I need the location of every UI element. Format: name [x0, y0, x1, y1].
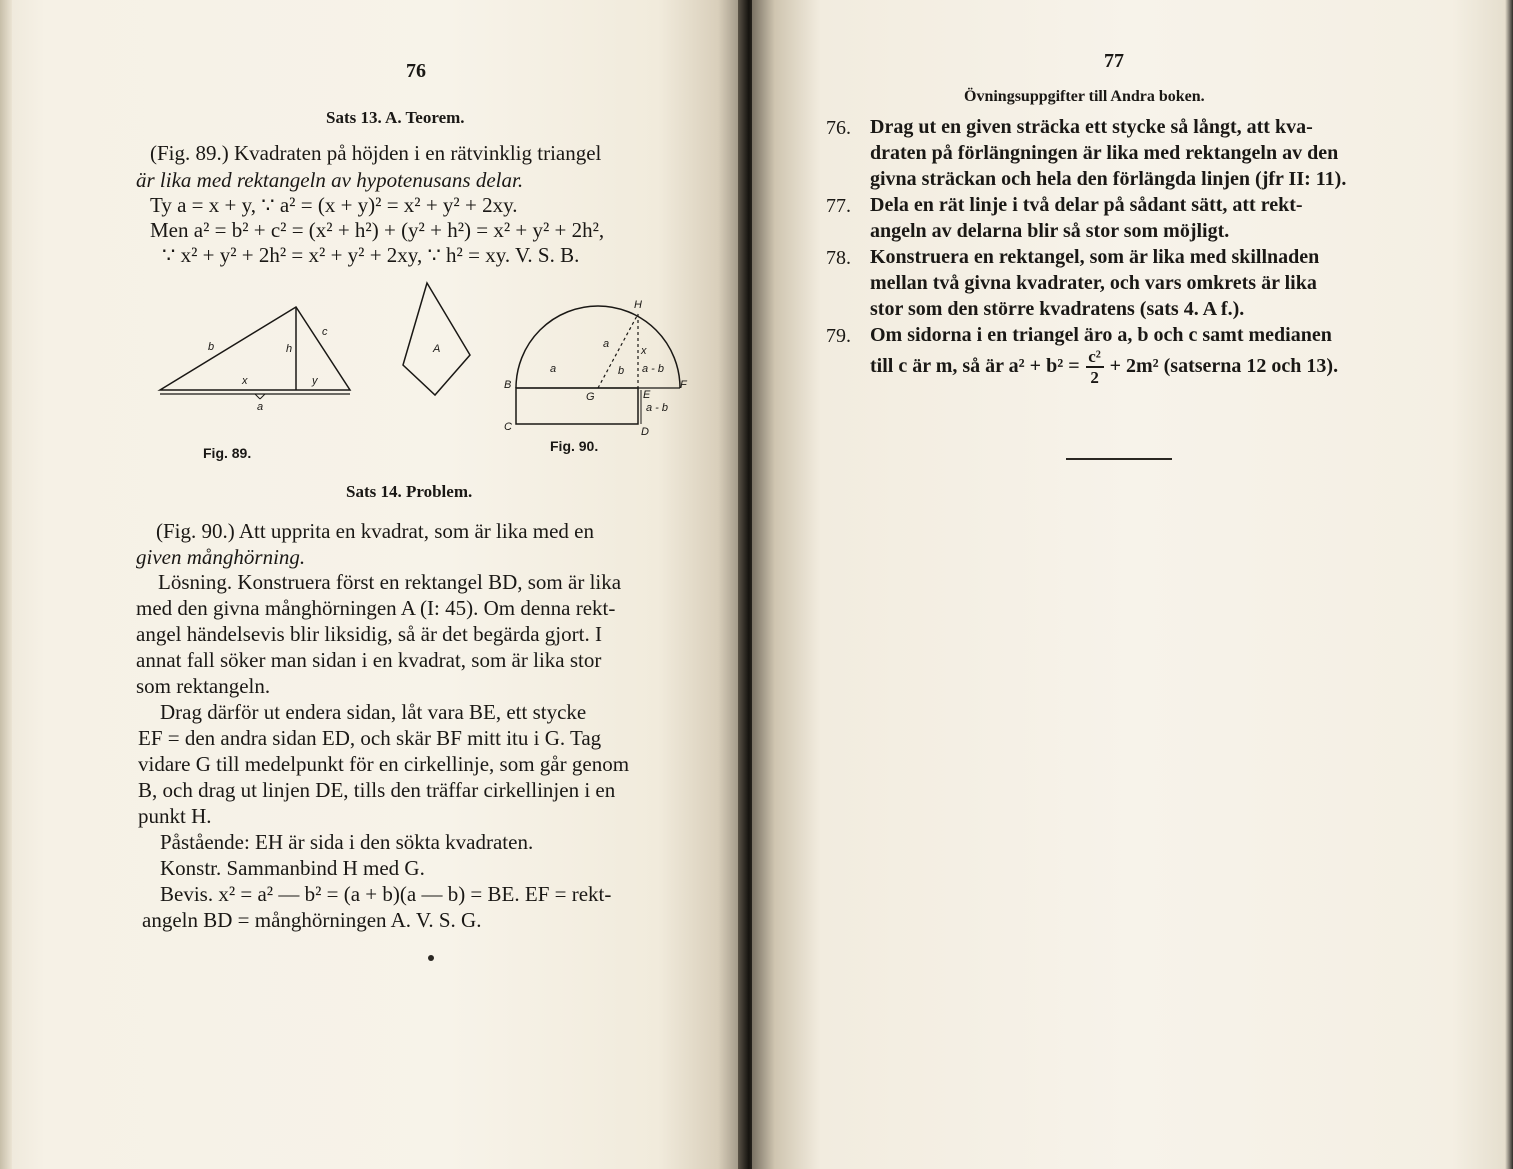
exercise-79-number: 79.	[826, 325, 851, 347]
sats14-line-5: angel händelsevis blir liksidig, så är det begärda gjort. I	[136, 622, 602, 646]
formula-fraction	[1086, 348, 1104, 386]
sats14-line-7: som rektangeln.	[136, 674, 271, 698]
exercise-78-number: 78.	[826, 247, 851, 269]
sats14-line-9: EF = den andra sidan ED, och skär BF mitt itu i G. Tag	[138, 726, 602, 750]
exercise-76-line-3: givna sträckan och hela den förlängda linjen (jfr II: 11).	[870, 168, 1347, 190]
page-ornament-dot	[428, 955, 434, 961]
page-number-76: 76	[406, 60, 426, 82]
sats14-line-16: angeln BD = månghörningen A. V. S. G.	[142, 908, 482, 932]
fig90-label-E: E	[643, 389, 651, 401]
fig89-label-c: c	[322, 326, 328, 338]
fig90-label-G: G	[586, 391, 595, 403]
sats14-line-13: Påstående: EH är sida i den sökta kvadraten.	[160, 830, 534, 854]
end-rule	[1066, 458, 1172, 460]
sats14-line-4: med den givna månghörningen A (I: 45). Om denna rekt-	[136, 596, 616, 620]
left-page	[0, 0, 748, 1169]
fig90-label-C: C	[504, 421, 512, 433]
fig90-caption: Fig. 90.	[550, 438, 599, 454]
fig89-label-y: y	[312, 375, 318, 387]
fig90-label-a-minus-b-top: a - b	[642, 363, 665, 375]
exercise-78-line-1: Konstruera en rektangel, som är lika med skillnaden	[870, 246, 1320, 268]
sats13-line-4: Men a² = b² + c² = (x² + h²) + (y² + h²) = x² + y² + 2h²,	[150, 218, 605, 242]
sats14-line-10: vidare G till medelpunkt för en cirkellinje, som går genom	[138, 752, 630, 776]
fig90-label-a-minus-b-side: a - b	[646, 402, 669, 414]
exercise-77-number: 77.	[826, 195, 851, 217]
exercise-76-number: 76.	[826, 117, 851, 139]
fig90-diagram	[498, 292, 698, 442]
formula-post: + 2m² (satserna 12 och 13).	[1109, 355, 1339, 378]
sats14-line-15: Bevis. x² = a² — b² = (a + b)(a — b) = BE. EF = rekt-	[160, 882, 612, 906]
exercise-79-formula-line	[870, 348, 1338, 386]
sats14-line-6: annat fall söker man sidan i en kvadrat, som är lika stor	[136, 648, 602, 672]
page-number-77: 77	[1104, 50, 1124, 72]
sats14-line-3: Lösning. Konstruera först en rektangel BD, som är lika	[158, 570, 622, 594]
book-edge-right	[1505, 0, 1513, 1169]
formula-pre: till c är m, så är a² + b² =	[870, 355, 1080, 378]
exercise-78-line-2: mellan två givna kvadrater, och vars omkrets är lika	[870, 272, 1317, 294]
sats13-line-5: ∵ x² + y² + 2h² = x² + y² + 2xy, ∵ h² = xy. V. S. B.	[162, 243, 580, 267]
fig90-label-x: x	[641, 345, 647, 357]
exercise-77-line-1: Dela en rät linje i två delar på sådant sätt, att rekt-	[870, 194, 1303, 216]
exercise-76-line-1: Drag ut en given sträcka ett stycke så långt, att kva-	[870, 116, 1313, 138]
formula-denominator: 2	[1090, 367, 1099, 387]
fig89-label-b: b	[208, 341, 215, 353]
exercises-heading: Övningsuppgifter till Andra boken.	[964, 88, 1205, 105]
fig90-rectangle-bd	[516, 388, 638, 424]
exercise-79-line-1: Om sidorna i en triangel äro a, b och c samt medianen	[870, 324, 1332, 346]
sats14-line-2: given månghörning.	[136, 545, 306, 569]
exercise-78-line-3: stor som den större kvadratens (sats 4. A f.).	[870, 298, 1245, 320]
fig90-label-H: H	[634, 299, 642, 311]
exercise-77-line-2: angeln av delarna blir så stor som möjligt.	[870, 220, 1230, 242]
polygon-a-shape	[403, 283, 470, 395]
fig90-label-B: B	[504, 379, 512, 391]
fig89-label-h: h	[286, 343, 293, 355]
sats14-line-14: Konstr. Sammanbind H med G.	[160, 856, 425, 880]
fig90-label-a-diag: a	[603, 338, 610, 350]
formula-numerator: c²	[1088, 347, 1101, 366]
sats14-line-8: Drag därför ut endera sidan, låt vara BE, ett stycke	[160, 700, 587, 724]
fig90-label-F: F	[680, 379, 687, 391]
exercise-76-line-2: draten på förlängningen är lika med rektangeln av den	[870, 142, 1339, 164]
fig89-caption: Fig. 89.	[203, 445, 252, 461]
fig90-semicircle	[516, 306, 680, 388]
sats13-line-2: är lika med rektangeln av hypotenusans delar.	[136, 168, 524, 192]
sats14-line-12: punkt H.	[138, 804, 212, 828]
book-edge-left	[0, 0, 12, 1169]
fig89-label-x: x	[242, 375, 248, 387]
sats14-heading: Sats 14. Problem.	[346, 482, 473, 501]
right-page	[752, 0, 1513, 1169]
fig90-label-D: D	[641, 426, 649, 438]
sats13-line-1: (Fig. 89.) Kvadraten på höjden i en rätvinklig triangel	[150, 141, 602, 165]
fig90-label-b: b	[618, 365, 625, 377]
polygon-a-label: A	[433, 343, 441, 355]
fig90-label-a: a	[550, 363, 557, 375]
fig89-triangle-diagram	[150, 295, 370, 420]
sats13-heading: Sats 13. A. Teorem.	[326, 108, 465, 127]
fig89-label-a: a	[257, 401, 264, 413]
polygon-a-diagram	[395, 275, 480, 400]
sats13-line-3: Ty a = x + y, ∵ a² = (x + y)² = x² + y² + 2xy.	[150, 193, 518, 217]
sats14-line-1: (Fig. 90.) Att upprita en kvadrat, som är lika med en	[156, 519, 594, 543]
fig89-triangle	[160, 307, 350, 390]
sats14-line-11: B, och drag ut linjen DE, tills den träffar cirkellinjen i en	[138, 778, 616, 802]
